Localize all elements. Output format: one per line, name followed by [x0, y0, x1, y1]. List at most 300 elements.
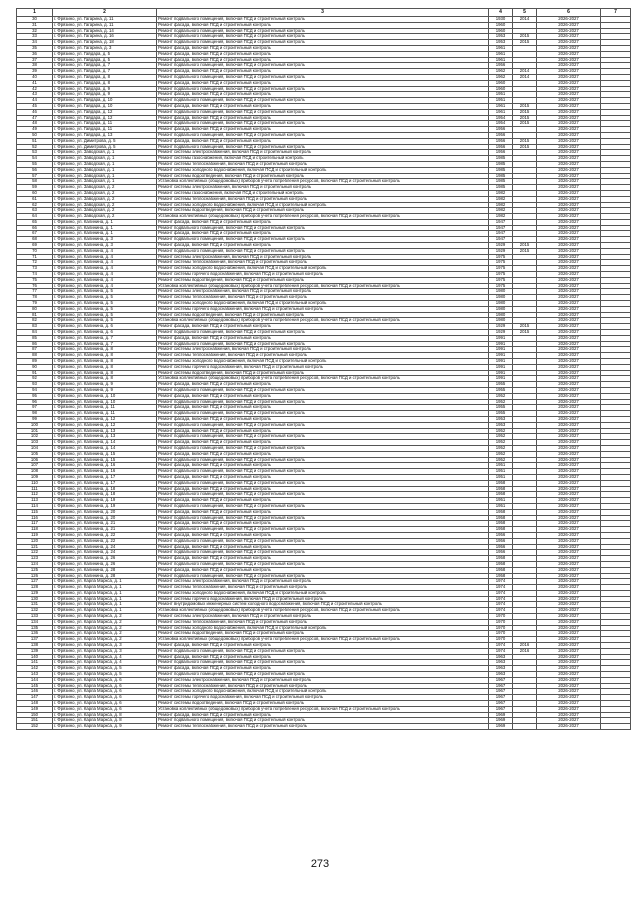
address-cell: г. Фрязино, ул. Гайдара, д. 12 [53, 115, 157, 121]
address-cell: г. Фрязино, ул. Карла Маркса, д. 3 [53, 643, 157, 649]
address-cell: г. Фрязино, ул. Заводская, д. 2 [53, 190, 157, 196]
build-year-cell: 1954 [489, 121, 513, 127]
renovation-year-cell: 2015 [513, 138, 537, 144]
address-cell: г. Фрязино, ул. Калинина, д. 17 [53, 474, 157, 480]
planned-period-cell: 2026-2027 [537, 248, 601, 254]
address-cell: г. Фрязино, ул. Калинина, д. 20 [53, 509, 157, 515]
address-cell: г. Фрязино, ул. Калинина, д. 1 [53, 219, 157, 225]
work-type-cell: Ремонт подвального помещения, включая ПСД и строительный контроль [157, 561, 489, 567]
work-type-cell: Ремонт системы теплоснабжения, включая ПСД и строительный контроль [157, 260, 489, 266]
work-type-cell: Ремонт системы холодного водоснабжения, включая ПСД и строительный контроль [157, 625, 489, 631]
address-cell: г. Фрязино, ул. Гайдара, д. 9 [53, 86, 157, 92]
column-header: 3 [157, 9, 489, 17]
planned-period-cell: 2026-2027 [537, 701, 601, 707]
planned-period-cell: 2026-2027 [537, 289, 601, 295]
address-cell: г. Фрязино, ул. Димитрова, д. 5 [53, 138, 157, 144]
build-year-cell: 1985 [489, 156, 513, 162]
row-number-cell: 57 [17, 173, 53, 179]
work-type-cell: Ремонт системы теплоснабжения, включая ПСД и строительный контроль [157, 724, 489, 730]
work-type-cell: Ремонт подвального помещения, включая ПСД и строительный контроль [157, 225, 489, 231]
build-year-cell: 1963 [489, 672, 513, 678]
column-header: 2 [53, 9, 157, 17]
address-cell: г. Фрязино, ул. Калинина, д. 17 [53, 480, 157, 486]
row-number-cell: 122 [17, 550, 53, 556]
renovation-year-cell: 2014 [513, 74, 537, 80]
renovation-year-cell: 2015 [513, 243, 537, 249]
work-type-cell: Ремонт подвального помещения, включая ПСД и строительный контроль [157, 144, 489, 150]
planned-period-cell: 2026-2027 [537, 561, 601, 567]
work-type-cell: Ремонт подвального помещения, включая ПСД и строительный контроль [157, 469, 489, 475]
row-number-cell: 77 [17, 289, 53, 295]
build-year-cell: 1970 [489, 631, 513, 637]
work-type-cell: Ремонт фасада, включая ПСД и строительный контроль [157, 138, 489, 144]
planned-period-cell: 2026-2027 [537, 637, 601, 643]
row-number-cell: 65 [17, 219, 53, 225]
build-year-cell: 1980 [489, 306, 513, 312]
work-type-cell: Ремонт фасада, включая ПСД и строительный контроль [157, 115, 489, 121]
planned-period-cell: 2026-2027 [537, 480, 601, 486]
build-year-cell: 1951 [489, 92, 513, 98]
planned-period-cell: 2026-2027 [537, 608, 601, 614]
row-number-cell: 71 [17, 254, 53, 260]
row-number-cell: 110 [17, 480, 53, 486]
planned-period-cell: 2026-2027 [537, 260, 601, 266]
row-number-cell: 39 [17, 69, 53, 75]
address-cell: г. Фрязино, ул. Калинина, д. 12 [53, 422, 157, 428]
work-type-cell: Ремонт подвального помещения, включая ПСД и строительный контроль [157, 40, 489, 46]
planned-period-cell: 2026-2027 [537, 498, 601, 504]
address-cell: г. Фрязино, ул. Карла Маркса, д. 2 [53, 614, 157, 620]
planned-period-cell: 2026-2027 [537, 312, 601, 318]
build-year-cell: 1951 [489, 474, 513, 480]
planned-period-cell: 2026-2027 [537, 266, 601, 272]
build-year-cell: 1961 [489, 57, 513, 63]
build-year-cell: 1967 [489, 695, 513, 701]
build-year-cell: 1929 [489, 248, 513, 254]
renovation-year-cell: 2015 [513, 144, 537, 150]
planned-period-cell: 2026-2027 [537, 225, 601, 231]
work-type-cell: Ремонт фасада, включая ПСД и строительный контроль [157, 393, 489, 399]
work-type-cell: Ремонт подвального помещения, включая ПСД и строительный контроль [157, 660, 489, 666]
address-cell: г. Фрязино, ул. Гайдара, д. 7 [53, 63, 157, 69]
planned-period-cell: 2026-2027 [537, 138, 601, 144]
row-number-cell: 106 [17, 457, 53, 463]
row-number-cell: 92 [17, 376, 53, 382]
work-type-cell: Ремонт системы водоотведения, включая ПСД и строительный контроль [157, 370, 489, 376]
work-type-cell: Ремонт фасада, включая ПСД и строительный контроль [157, 509, 489, 515]
row-number-cell: 135 [17, 625, 53, 631]
build-year-cell: 1991 [489, 370, 513, 376]
address-cell: г. Фрязино, ул. Гайдара, д. 10 [53, 103, 157, 109]
address-cell: г. Фрязино, ул. Гагарина, д. 11 [53, 22, 157, 28]
work-type-cell: Ремонт фасада, включая ПСД и строительный контроль [157, 51, 489, 57]
work-type-cell: Ремонт системы теплоснабжения, включая ПСД и строительный контроль [157, 683, 489, 689]
build-year-cell: 1956 [489, 127, 513, 133]
work-type-cell: Ремонт системы горячего водоснабжения, включая ПСД и строительный контроль [157, 596, 489, 602]
build-year-cell: 1958 [489, 527, 513, 533]
work-type-cell: Установка коллективных (общедомовых) приборов учета потребления ресурсов, включая ПСД и строительный контроль [157, 637, 489, 643]
row-number-cell: 140 [17, 654, 53, 660]
row-number-cell: 52 [17, 144, 53, 150]
row-number-cell: 130 [17, 596, 53, 602]
address-cell: г. Фрязино, ул. Калинина, д. 22 [53, 538, 157, 544]
row-number-cell: 46 [17, 109, 53, 115]
address-cell: г. Фрязино, ул. Калинина, д. 4 [53, 272, 157, 278]
table-body [17, 17, 631, 730]
planned-period-cell: 2026-2027 [537, 631, 601, 637]
work-type-cell: Ремонт системы электроснабжения, включая ПСД и строительный контроль [157, 579, 489, 585]
row-number-cell: 60 [17, 190, 53, 196]
planned-period-cell: 2026-2027 [537, 17, 601, 23]
work-type-cell: Ремонт подвального помещения, включая ПСД и строительный контроль [157, 538, 489, 544]
build-year-cell: 1952 [489, 399, 513, 405]
build-year-cell: 1974 [489, 602, 513, 608]
planned-period-cell: 2026-2027 [537, 567, 601, 573]
build-year-cell: 1956 [489, 550, 513, 556]
address-cell: г. Фрязино, ул. Калинина, д. 5 [53, 312, 157, 318]
address-cell: г. Фрязино, ул. Заводская, д. 2 [53, 202, 157, 208]
planned-period-cell: 2026-2027 [537, 712, 601, 718]
address-cell: г. Фрязино, ул. Димитрова, д. 5 [53, 144, 157, 150]
address-cell: г. Фрязино, ул. Карла Маркса, д. 1 [53, 596, 157, 602]
row-number-cell: 72 [17, 260, 53, 266]
planned-period-cell: 2026-2027 [537, 463, 601, 469]
row-number-cell: 64 [17, 214, 53, 220]
build-year-cell: 1952 [489, 393, 513, 399]
build-year-cell: 1956 [489, 138, 513, 144]
work-type-cell: Ремонт системы водоотведения, включая ПСД и строительный контроль [157, 312, 489, 318]
build-year-cell: 1974 [489, 579, 513, 585]
row-number-cell: 115 [17, 509, 53, 515]
work-type-cell: Ремонт системы электроснабжения, включая ПСД и строительный контроль [157, 289, 489, 295]
row-number-cell: 55 [17, 161, 53, 167]
planned-period-cell: 2026-2027 [537, 718, 601, 724]
renovation-year-cell: 2015 [513, 34, 537, 40]
row-number-cell: 86 [17, 341, 53, 347]
address-cell: г. Фрязино, ул. Карла Маркса, д. 2 [53, 625, 157, 631]
work-type-cell: Ремонт системы водоотведения, включая ПСД и строительный контроль [157, 701, 489, 707]
address-cell: г. Фрязино, ул. Калинина, д. 18 [53, 486, 157, 492]
address-cell: г. Фрязино, ул. Калинина, д. 5 [53, 295, 157, 301]
planned-period-cell: 2026-2027 [537, 231, 601, 237]
row-number-cell: 104 [17, 445, 53, 451]
address-cell: г. Фрязино, ул. Гайдара, д. 13 [53, 132, 157, 138]
address-cell: г. Фрязино, ул. Заводская, д. 2 [53, 214, 157, 220]
address-cell: г. Фрязино, ул. Гагарина, д. 11 [53, 17, 157, 23]
build-year-cell: 1975 [489, 272, 513, 278]
address-cell: г. Фрязино, ул. Карла Маркса, д. 5 [53, 672, 157, 678]
build-year-cell: 1930 [489, 17, 513, 23]
row-number-cell: 123 [17, 556, 53, 562]
planned-period-cell: 2026-2027 [537, 347, 601, 353]
build-year-cell: 1982 [489, 214, 513, 220]
work-type-cell: Установка коллективных (общедомовых) приборов учета потребления ресурсов, включая ПСД и строительный контроль [157, 283, 489, 289]
work-type-cell: Ремонт подвального помещения, включая ПСД и строительный контроль [157, 411, 489, 417]
row-number-cell: 44 [17, 98, 53, 104]
build-year-cell: 1952 [489, 445, 513, 451]
work-type-cell: Ремонт подвального помещения, включая ПСД и строительный контроль [157, 248, 489, 254]
row-number-cell: 83 [17, 324, 53, 330]
build-year-cell: 1991 [489, 347, 513, 353]
planned-period-cell: 2026-2027 [537, 515, 601, 521]
planned-period-cell: 2026-2027 [537, 156, 601, 162]
build-year-cell: 1974 [489, 608, 513, 614]
address-cell: г. Фрязино, ул. Калинина, д. 4 [53, 260, 157, 266]
build-year-cell: 1958 [489, 486, 513, 492]
address-cell: г. Фрязино, ул. Гайдара, д. 11 [53, 127, 157, 133]
work-type-cell: Ремонт подвального помещения, включая ПСД и строительный контроль [157, 399, 489, 405]
row-number-cell: 68 [17, 237, 53, 243]
renovation-year-cell: 2015 [513, 324, 537, 330]
build-year-cell: 1991 [489, 341, 513, 347]
build-year-cell: 1929 [489, 324, 513, 330]
planned-period-cell: 2026-2027 [537, 364, 601, 370]
planned-period-cell: 2026-2027 [537, 521, 601, 527]
planned-period-cell: 2026-2027 [537, 28, 601, 34]
address-cell: г. Фрязино, ул. Калинина, д. 12 [53, 416, 157, 422]
planned-period-cell: 2026-2027 [537, 614, 601, 620]
address-cell: г. Фрязино, ул. Калинина, д. 21 [53, 521, 157, 527]
build-year-cell: 1951 [489, 98, 513, 104]
build-year-cell: 1947 [489, 231, 513, 237]
row-number-cell: 49 [17, 127, 53, 133]
build-year-cell: 1974 [489, 643, 513, 649]
address-cell: г. Фрязино, ул. Калинина, д. 14 [53, 445, 157, 451]
work-type-cell: Ремонт подвального помещения, включая ПСД и строительный контроль [157, 434, 489, 440]
work-type-cell: Ремонт фасада, включая ПСД и строительный контроль [157, 428, 489, 434]
work-type-cell: Ремонт подвального помещения, включая ПСД и строительный контроль [157, 445, 489, 451]
address-cell: г. Фрязино, ул. Карла Маркса, д. 2 [53, 637, 157, 643]
work-type-cell: Ремонт фасада, включая ПСД и строительный контроль [157, 486, 489, 492]
address-cell: г. Фрязино, ул. Карла Маркса, д. 6 [53, 695, 157, 701]
address-cell: г. Фрязино, ул. Карла Маркса, д. 4 [53, 660, 157, 666]
row-number-cell: 90 [17, 364, 53, 370]
work-type-cell: Ремонт системы холодного водоснабжения, включая ПСД и строительный контроль [157, 359, 489, 365]
planned-period-cell: 2026-2027 [537, 509, 601, 515]
row-number-cell: 116 [17, 515, 53, 521]
row-number-cell: 97 [17, 405, 53, 411]
planned-period-cell: 2026-2027 [537, 283, 601, 289]
planned-period-cell: 2026-2027 [537, 161, 601, 167]
work-type-cell: Ремонт системы водоотведения, включая ПСД и строительный контроль [157, 277, 489, 283]
work-type-cell: Ремонт подвального помещения, включая ПСД и строительный контроль [157, 480, 489, 486]
address-cell: г. Фрязино, ул. Заводская, д. 1 [53, 167, 157, 173]
build-year-cell: 1958 [489, 521, 513, 527]
address-cell: г. Фрязино, ул. Калинина, д. 7 [53, 335, 157, 341]
work-type-cell: Ремонт фасада, включая ПСД и строительный контроль [157, 22, 489, 28]
planned-period-cell: 2026-2027 [537, 335, 601, 341]
address-cell: г. Фрязино, ул. Калинина, д. 11 [53, 411, 157, 417]
row-number-cell: 109 [17, 474, 53, 480]
address-cell: г. Фрязино, ул. Гагарина, д. 3 [53, 45, 157, 51]
work-type-cell: Ремонт системы горячего водоснабжения, включая ПСД и строительный контроль [157, 306, 489, 312]
work-type-cell: Ремонт подвального помещения, включая ПСД и строительный контроль [157, 718, 489, 724]
work-type-cell: Ремонт системы холодного водоснабжения, включая ПСД и строительный контроль [157, 689, 489, 695]
build-year-cell: 1991 [489, 364, 513, 370]
row-number-cell: 144 [17, 677, 53, 683]
planned-period-cell: 2026-2027 [537, 277, 601, 283]
planned-period-cell: 2026-2027 [537, 127, 601, 133]
address-cell: г. Фрязино, ул. Калинина, д. 4 [53, 283, 157, 289]
build-year-cell: 1980 [489, 295, 513, 301]
address-cell: г. Фрязино, ул. Калинина, д. 1 [53, 231, 157, 237]
address-cell: г. Фрязино, ул. Калинина, д. 5 [53, 318, 157, 324]
build-year-cell: 1954 [489, 115, 513, 121]
address-cell: г. Фрязино, ул. Гайдара, д. 8 [53, 74, 157, 80]
row-number-cell: 147 [17, 695, 53, 701]
build-year-cell: 1956 [489, 532, 513, 538]
planned-period-cell: 2026-2027 [537, 86, 601, 92]
row-number-cell: 121 [17, 544, 53, 550]
address-cell: г. Фрязино, ул. Калинина, д. 5 [53, 301, 157, 307]
build-year-cell: 1975 [489, 277, 513, 283]
work-type-cell: Ремонт фасада, включая ПСД и строительный контроль [157, 127, 489, 133]
build-year-cell: 1953 [489, 34, 513, 40]
planned-period-cell: 2026-2027 [537, 359, 601, 365]
work-type-cell: Ремонт системы водоотведения, включая ПСД и строительный контроль [157, 173, 489, 179]
address-cell: г. Фрязино, ул. Карла Маркса, д. 9 [53, 724, 157, 730]
build-year-cell: 1958 [489, 561, 513, 567]
build-year-cell: 1991 [489, 376, 513, 382]
address-cell: г. Фрязино, ул. Карла Маркса, д. 2 [53, 631, 157, 637]
work-type-cell: Ремонт системы теплоснабжения, включая ПСД и строительный контроль [157, 619, 489, 625]
work-type-cell: Ремонт фасада, включая ПСД и строительный контроль [157, 324, 489, 330]
row-number-cell: 138 [17, 643, 53, 649]
planned-period-cell: 2026-2027 [537, 585, 601, 591]
work-type-cell: Ремонт подвального помещения, включая ПСД и строительный контроль [157, 330, 489, 336]
row-number-cell: 145 [17, 683, 53, 689]
row-number-cell: 150 [17, 712, 53, 718]
works-table [16, 8, 631, 730]
planned-period-cell: 2026-2027 [537, 405, 601, 411]
address-cell: г. Фрязино, ул. Калинина, д. 7 [53, 341, 157, 347]
work-type-cell: Ремонт подвального помещения, включая ПСД и строительный контроль [157, 550, 489, 556]
address-cell: г. Фрязино, ул. Заводская, д. 2 [53, 185, 157, 191]
address-cell: г. Фрязино, ул. Калинина, д. 22 [53, 532, 157, 538]
planned-period-cell: 2026-2027 [537, 573, 601, 579]
build-year-cell: 1951 [489, 463, 513, 469]
work-type-cell: Ремонт фасада, включая ПСД и строительный контроль [157, 463, 489, 469]
planned-period-cell: 2026-2027 [537, 376, 601, 382]
build-year-cell: 1961 [489, 103, 513, 109]
address-cell: г. Фрязино, ул. Калинина, д. 10 [53, 399, 157, 405]
build-year-cell: 1970 [489, 614, 513, 620]
planned-period-cell: 2026-2027 [537, 590, 601, 596]
build-year-cell: 1969 [489, 712, 513, 718]
row-number-cell: 124 [17, 561, 53, 567]
build-year-cell: 1952 [489, 451, 513, 457]
build-year-cell: 1985 [489, 185, 513, 191]
work-type-cell: Ремонт фасада, включая ПСД и строительный контроль [157, 335, 489, 341]
work-type-cell: Ремонт фасада, включая ПСД и строительный контроль [157, 521, 489, 527]
work-type-cell: Ремонт подвального помещения, включая ПСД и строительный контроль [157, 237, 489, 243]
planned-period-cell: 2026-2027 [537, 503, 601, 509]
work-type-cell: Ремонт подвального помещения, включая ПСД и строительный контроль [157, 527, 489, 533]
work-type-cell: Ремонт фасада, включая ПСД и строительный контроль [157, 474, 489, 480]
address-cell: г. Фрязино, ул. Калинина, д. 4 [53, 277, 157, 283]
build-year-cell: 1953 [489, 416, 513, 422]
build-year-cell: 1962 [489, 74, 513, 80]
work-type-cell: Ремонт системы электроснабжения, включая ПСД и строительный контроль [157, 347, 489, 353]
work-type-cell: Ремонт системы электроснабжения, включая ПСД и строительный контроль [157, 614, 489, 620]
address-cell: г. Фрязино, ул. Калинина, д. 3 [53, 243, 157, 249]
build-year-cell: 1958 [489, 515, 513, 521]
row-number-cell: 105 [17, 451, 53, 457]
work-type-cell: Ремонт системы холодного водоснабжения, включая ПСД и строительный контроль [157, 590, 489, 596]
row-number-cell: 120 [17, 538, 53, 544]
planned-period-cell: 2026-2027 [537, 150, 601, 156]
build-year-cell: 1974 [489, 585, 513, 591]
address-cell: г. Фрязино, ул. Калинина, д. 19 [53, 503, 157, 509]
row-number-cell: 54 [17, 156, 53, 162]
work-type-cell: Ремонт фасада, включая ПСД и строительный контроль [157, 231, 489, 237]
planned-period-cell: 2026-2027 [537, 411, 601, 417]
work-type-cell: Ремонт системы теплоснабжения, включая ПСД и строительный контроль [157, 585, 489, 591]
address-cell: г. Фрязино, ул. Карла Маркса, д. 8 [53, 712, 157, 718]
build-year-cell: 1955 [489, 411, 513, 417]
build-year-cell: 1974 [489, 590, 513, 596]
work-type-cell: Ремонт фасада, включая ПСД и строительный контроль [157, 666, 489, 672]
address-cell: г. Фрязино, ул. Гайдара, д. 5 [53, 51, 157, 57]
row-number-cell: 91 [17, 370, 53, 376]
work-type-cell: Ремонт фасада, включая ПСД и строительный контроль [157, 405, 489, 411]
build-year-cell: 1951 [489, 498, 513, 504]
address-cell: г. Фрязино, ул. Карла Маркса, д. 1 [53, 602, 157, 608]
build-year-cell: 1955 [489, 405, 513, 411]
planned-period-cell: 2026-2027 [537, 69, 601, 75]
work-type-cell: Ремонт системы газоснабжения, включая ПСД и строительный контроль [157, 190, 489, 196]
renovation-year-cell: 2015 [513, 121, 537, 127]
row-number-cell: 61 [17, 196, 53, 202]
page-number: 273 [310, 858, 330, 870]
build-year-cell: 1956 [489, 144, 513, 150]
address-cell: г. Фрязино, ул. Калинина, д. 9 [53, 382, 157, 388]
build-year-cell: 1960 [489, 28, 513, 34]
build-year-cell: 1955 [489, 388, 513, 394]
address-cell: г. Фрязино, ул. Карла Маркса, д. 8 [53, 718, 157, 724]
planned-period-cell: 2026-2027 [537, 109, 601, 115]
work-type-cell: Ремонт подвального помещения, включая ПСД и строительный контроль [157, 515, 489, 521]
build-year-cell: 1962 [489, 69, 513, 75]
empty-cell [601, 724, 631, 730]
work-type-cell: Ремонт системы теплоснабжения, включая ПСД и строительный контроль [157, 353, 489, 359]
row-number-cell: 41 [17, 80, 53, 86]
work-type-cell: Ремонт подвального помещения, включая ПСД и строительный контроль [157, 63, 489, 69]
planned-period-cell: 2026-2027 [537, 214, 601, 220]
work-type-cell: Ремонт фасада, включая ПСД и строительный контроль [157, 643, 489, 649]
work-type-cell: Ремонт подвального помещения, включая ПСД и строительный контроль [157, 492, 489, 498]
build-year-cell: 1929 [489, 330, 513, 336]
row-number-cell: 59 [17, 185, 53, 191]
work-type-cell: Ремонт фасада, включая ПСД и строительный контроль [157, 80, 489, 86]
work-type-cell: Ремонт фасада, включая ПСД и строительный контроль [157, 416, 489, 422]
column-header: 5 [513, 9, 537, 17]
work-type-cell: Установка коллективных (общедомовых) приборов учета потребления ресурсов, включая ПСД и строительный контроль [157, 376, 489, 382]
work-type-cell: Ремонт фасада, включая ПСД и строительный контроль [157, 57, 489, 63]
address-cell: г. Фрязино, ул. Калинина, д. 15 [53, 451, 157, 457]
planned-period-cell: 2026-2027 [537, 393, 601, 399]
row-number-cell: 35 [17, 45, 53, 51]
row-number-cell: 81 [17, 312, 53, 318]
row-number-cell: 48 [17, 121, 53, 127]
address-cell: г. Фрязино, ул. Калинина, д. 15 [53, 457, 157, 463]
work-type-cell: Ремонт подвального помещения, включая ПСД и строительный контроль [157, 86, 489, 92]
build-year-cell: 1982 [489, 190, 513, 196]
address-cell: г. Фрязино, ул. Калинина, д. 18 [53, 492, 157, 498]
row-number-cell: 74 [17, 272, 53, 278]
address-cell: г. Фрязино, ул. Карла Маркса, д. 4 [53, 654, 157, 660]
build-year-cell: 1947 [489, 219, 513, 225]
